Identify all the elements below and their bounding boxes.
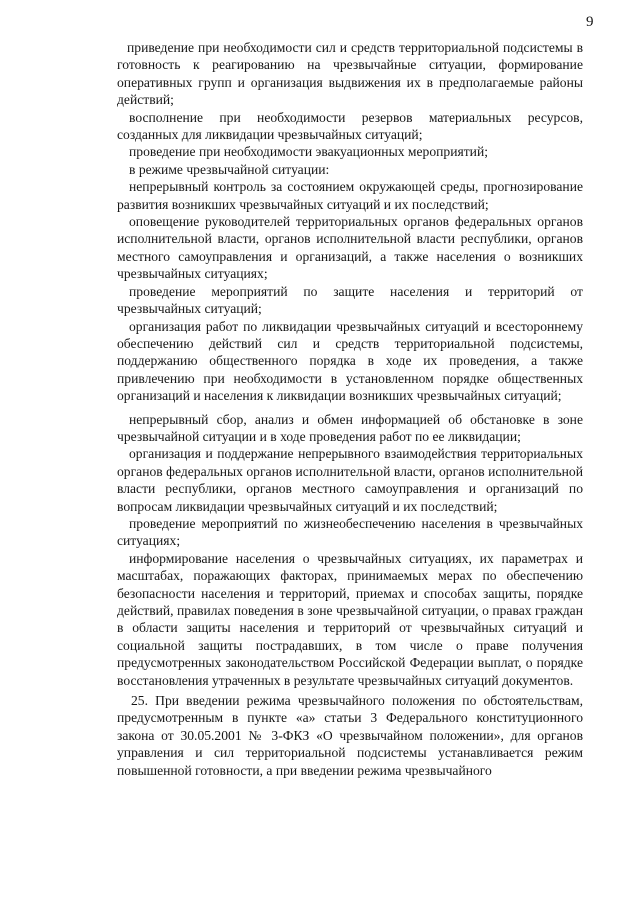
paragraph-liquidation-works: организация работ по ликвидации чрезвычайных ситуаций и всестороннему обеспечению действий сил и средств территориальной подсистемы, поддержанию общественного порядка в ходе их проведения, а также привлечению при необходимости в установленном порядке общественных организаций и населения к ликвидации возникших чрезвычайных ситуаций; — [117, 318, 583, 404]
paragraph-evacuation: проведение при необходимости эвакуационных мероприятий; — [129, 144, 488, 160]
paragraph-environment-monitoring: непрерывный контроль за состоянием окружающей среды, прогнозирование развития возникших чрезвычайных ситуаций и их последствий; — [117, 179, 583, 212]
paragraph-life-support: проведение мероприятий по жизнеобеспечению населения в чрезвычайных ситуациях; — [117, 515, 583, 549]
paragraph-emergency-mode-heading: в режиме чрезвычайной ситуации: — [129, 161, 330, 177]
paragraph-protection-measures: проведение мероприятий по защите населения и территорий от чрезвычайных ситуаций; — [117, 283, 583, 317]
paragraph-notification: оповещение руководителей территориальных органов федеральных органов исполнительной власти, органов исполнительной власти республики, органов местного самоуправления и организаций, а также населения о возникших чрезвычайных ситуациях; — [117, 214, 583, 282]
paragraph-interaction: организация и поддержание непрерывного взаимодействия территориальных органов федеральных органов исполнительной власти, органов исполнительной власти республики, органов местного самоуправления и организаций по вопросам ликвидации чрезвычайных ситуаций и их последствий; — [117, 446, 583, 514]
paragraph-reserves: восполнение при необходимости резервов материальных ресурсов, созданных для ликвидации чрезвычайных ситуаций; — [117, 109, 583, 143]
paragraph-item-25: 25. При введении режима чрезвычайного положения по обстоятельствам, предусмотренным в пункте «а» статьи 3 Федерального конституционного закона от 30.05.2001 № 3-ФКЗ «О чрезвычайном положении», для органов управления и сил территориальной подсистемы устанавливается режим повышенной готовности, а при введении режима чрезвычайного — [117, 693, 583, 778]
page-number: 9 — [586, 14, 594, 30]
document-body — [117, 39, 583, 779]
paragraph-information-exchange: непрерывный сбор, анализ и обмен информацией об обстановке в зоне чрезвычайной ситуации и в ходе проведения работ по ее ликвидации; — [117, 411, 583, 444]
paragraph-public-informing: информирование населения о чрезвычайных ситуациях, их параметрах и масштабах, поражающих факторах, принимаемых мерах по обеспечению безопасности населения и территорий, приемах и способах защиты, порядке действий, правилах поведения в зоне чрезвычайной ситуации, о правах граждан в области защиты населения и территорий от чрезвычайных ситуаций и социальной защиты пострадавших, в том числе о праве получения предусмотренных законодательством Российской Федерации выплат, о порядке восстановления утраченных в результате чрезвычайных ситуаций документов. — [117, 550, 583, 688]
paragraph-forces-readiness: приведение при необходимости сил и средств территориальной подсистемы в готовность к реагированию на чрезвычайные ситуации, формирование оперативных групп и организация выдвижения их в предполагаемые районы действий; — [117, 40, 583, 108]
